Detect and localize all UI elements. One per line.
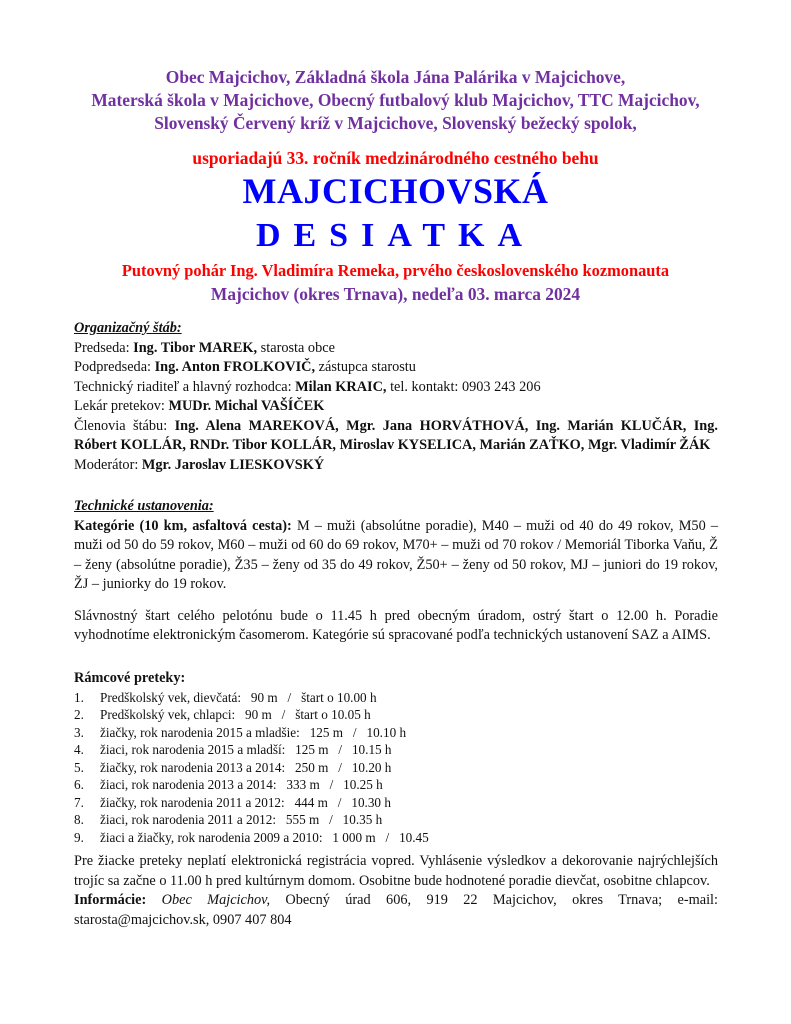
list-item: 1. Predškolský vek, dievčatá: 90 m / štart o 10.00 h <box>74 689 377 705</box>
organizers-line: Materská škola v Majcichove, Obecný futbalový klub Majcichov, TTC Majcichov, <box>91 90 700 110</box>
technical-section <box>74 497 718 646</box>
event-title-line1: MAJCICHOVSKÁ <box>242 171 549 211</box>
list-item: 4. žiaci, rok narodenia 2015 a mladší: 125 m / 10.15 h <box>74 742 392 757</box>
categories-paragraph: Kategórie (10 km, asfaltová cesta): M – muži (absolútne poradie), M40 – muži od 40 do 49 rokov, M50 – muži od 50 do 59 rokov, M60 – muži od 60 do 69 rokov, M70+ – muži od 70 rokov / Memoriál Tiborka Vaňu, Ž – ženy (absolútne poradie), Ž35 – ženy od 35 do 49 rokov, Ž50+ – ženy od 50 rokov, MJ – juniori do 19 rokov, ŽJ – juniorky do 19 rokov. <box>74 517 718 592</box>
list-item: 7. žiačky, rok narodenia 2011 a 2012: 444 m / 10.30 h <box>74 794 391 810</box>
cup-subtitle: Putovný pohár Ing. Vladimíra Remeka, prvého československého kozmonauta <box>121 261 670 280</box>
staff-doctor: Lekár pretekov: MUDr. Michal VAŠÍČEK <box>74 398 325 414</box>
staff-chair: Predseda: Ing. Tibor MAREK, starosta obce <box>74 339 335 356</box>
contact-info: Informácie: Obec Majcichov, Obecný úrad 606, 919 22 Majcichov, okres Trnava; e-mail: starosta@majcichov.sk, 0907 407 804 <box>74 892 718 928</box>
side-races-heading: Rámcové preteky: <box>74 670 186 686</box>
staff-vice: Podpredseda: Ing. Anton FROLKOVIČ, zástupca starostu <box>74 359 416 375</box>
organizers-line: Slovenský Červený kríž v Majcichove, Slovenský bežecký spolok, <box>154 113 637 133</box>
event-title-line2: DESIATKA <box>255 217 536 254</box>
organizers-block <box>40 66 751 135</box>
organizers-line: Obec Majcichov, Základná škola Jána Palárika v Majcichove, <box>165 67 626 87</box>
start-paragraph: Slávnostný štart celého pelotónu bude o 11.45 h pred obecným úradom, ostrý štart o 12.00 h. Poradie vyhodnotíme elektronickým časomerom. Kategórie sú spracované podľa technických ustanovení SAZ a AIMS. <box>74 607 718 643</box>
staff-section <box>74 319 718 475</box>
place-date: Majcichov (okres Trnava), nedeľa 03. marca 2024 <box>210 284 581 304</box>
list-item: 9. žiaci a žiačky, rok narodenia 2009 a 2010: 1 000 m / 10.45 <box>74 829 429 845</box>
staff-heading: Organizačný štáb: <box>74 320 182 336</box>
staff-tech-director: Technický riaditeľ a hlavný rozhodca: Milan KRAIC, tel. kontakt: 0903 243 206 <box>74 378 541 395</box>
side-races-list <box>74 689 718 847</box>
staff-moderator: Moderátor: Mgr. Jaroslav LIESKOVSKÝ <box>74 456 325 473</box>
event-intro: usporiadajú 33. ročník medzinárodného cestného behu <box>192 148 599 168</box>
list-item: 6. žiaci, rok narodenia 2013 a 2014: 333 m / 10.25 h <box>74 777 383 792</box>
list-item: 5. žiačky, rok narodenia 2013 a 2014: 250 m / 10.20 h <box>74 759 392 775</box>
list-item: 8. žiaci, rok narodenia 2011 a 2012: 555 m / 10.35 h <box>74 812 383 827</box>
technical-heading: Technické ustanovenia: <box>74 498 214 514</box>
side-races-section <box>74 669 718 846</box>
list-item: 2. Predškolský vek, chlapci: 90 m / štart o 10.05 h <box>74 707 371 722</box>
footer-section <box>74 852 718 930</box>
pupils-note: Pre žiacke preteky neplatí elektronická registrácia vopred. Vyhlásenie výsledkov a dekorovanie najrýchlejších trojíc sa začne o 11.00 h pred kultúrnym domom. Osobitne bude hodnotené poradie dievčat, osobitne chlapcov. <box>74 853 718 889</box>
list-item: 3. žiačky, rok narodenia 2015 a mladšie: 125 m / 10.10 h <box>74 724 407 740</box>
staff-members: Členovia štábu: Ing. Alena MAREKOVÁ, Mgr. Jana HORVÁTHOVÁ, Ing. Marián KLUČÁR, Ing. Róbert KOLLÁR, RNDr. Tibor KOLLÁR, Miroslav KYSELICA, Marián ZAŤKO, Mgr. Vladimír ŽÁK <box>74 417 718 453</box>
